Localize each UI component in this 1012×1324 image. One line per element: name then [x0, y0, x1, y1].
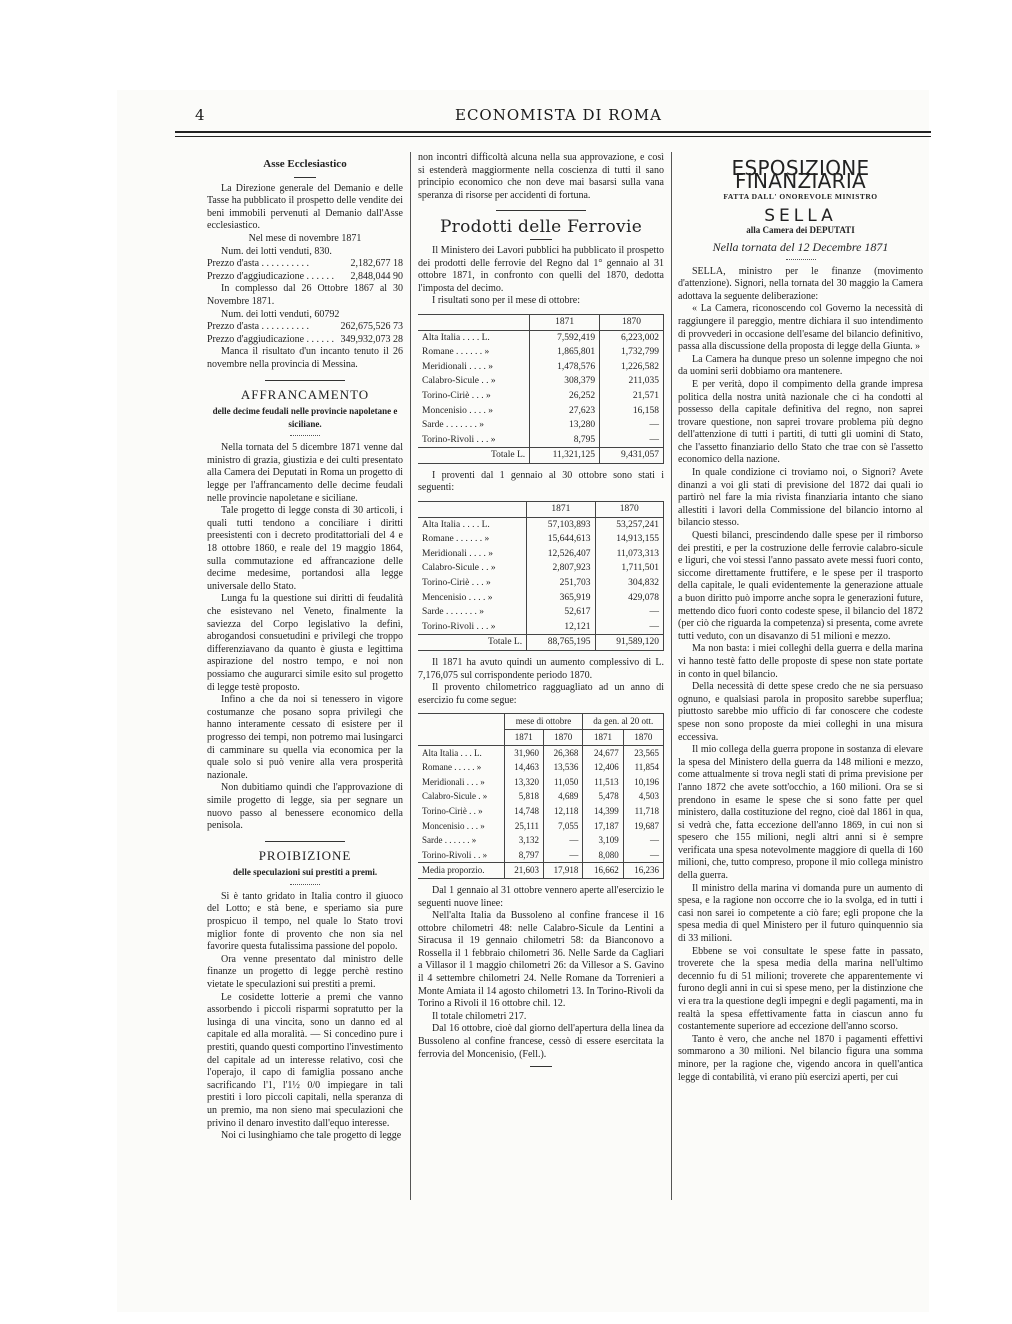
- paragraph: E per verità, dopo il compimento della grande impresa politica della nostra unità nazionale che ci ha condotti al possesso della capitale definitiva del regno, non saprei trovare questione, non saprei trovare problema più degno dell'attenzione di tutti i partiti, di tutti gli uomini di Stato, che l'assetto finanziario dello Stato che trae con sè l'assetto economico della nazione.: [678, 378, 923, 466]
- table-row: [418, 620, 664, 635]
- row-label: Romane . . . . . . »: [418, 345, 530, 360]
- cell-value: 7,055: [544, 819, 583, 834]
- cell-value: 1,226,582: [600, 360, 664, 375]
- row-label: Calabro-Sicule . . »: [418, 374, 530, 389]
- divider: [786, 259, 816, 261]
- paragraph: Dal 16 ottobre, cioè dal giorno dell'apertura della linea da Bussoleno al confine francese, cessò di essere esercitata la ferrovia del Moncenisio, (Fell.).: [418, 1023, 664, 1060]
- paragraph: Dal 1 gennaio al 31 ottobre vennero aperte all'esercizio le seguenti nuove linee:: [418, 884, 664, 909]
- row-label: Torino-Rivoli . . . »: [418, 433, 530, 448]
- divider: [265, 380, 345, 381]
- table-row: [418, 360, 664, 375]
- cell-value: 5,478: [583, 789, 623, 804]
- column-right: [678, 152, 923, 1084]
- cell-value: 8,795: [530, 433, 600, 448]
- paragraph: Nella tornata del 5 dicembre 1871 venne dal ministro di grazia, giustizia e dei culti presentato alla Camera dei Deputati in Roma un progetto di legge per l'affrancamento delle decime feudali nelle provincie napoletane e siciliane.: [207, 442, 403, 504]
- cell-value: 14,913,155: [595, 532, 663, 547]
- paragraph: Il provento chilometrico ragguagliato ad un anno di esercizio fu come segue:: [418, 682, 664, 706]
- minister-name: SELLA: [764, 205, 837, 226]
- row-label: Calabro-Sicule . . »: [418, 561, 527, 576]
- table-row: [418, 745, 664, 760]
- cell-value: 57,103,893: [527, 517, 595, 532]
- paragraph: Il totale chilometri 217.: [432, 1010, 527, 1022]
- table-row: [418, 547, 664, 562]
- divider: [290, 884, 320, 886]
- table-row: [418, 605, 664, 620]
- row-label: Romane . . . . . »: [418, 760, 504, 775]
- row-label: Alta Italia . . . . L.: [418, 330, 530, 345]
- paragraph: Tale progetto di legge consta di 30 articoli, i quali tutti tendono a conciliare i diritti preesistenti con i decreto proditattoriali del 4 e 18 ottobre 1860, e reale del 19 maggio 1864, sulla commutazione ed affrancazione delle decime medesime, portandosi alla legge universale dello Stato.: [207, 505, 403, 592]
- list-item: Prezzo d'aggiudicazione . . . . . . 2,848,044 90: [207, 270, 403, 282]
- table-row: [418, 804, 664, 819]
- cell-value: 6,223,002: [600, 330, 664, 345]
- cell-value: 3,109: [583, 833, 623, 848]
- cell-value: —: [600, 433, 664, 448]
- paragraph: Noi ci lusinghiamo che tale progetto di legge: [221, 1130, 402, 1142]
- cell-value: 304,832: [595, 576, 663, 591]
- cell-value: —: [544, 848, 583, 863]
- divider: [530, 1066, 552, 1067]
- list-item: Prezzo d'aggiudicazione . . . . . . 349,932,073 28: [207, 333, 403, 345]
- cell-value: 11,073,313: [595, 547, 663, 562]
- cell-value: 13,280: [530, 418, 600, 433]
- table-october: 1871 1870 Alta Italia . . . . L. 7,592,419 6,223,002 Romane . . . . . . » 1,865,801 1,732,799 Meridionali . . . . » 1,478,576 1,226,582 Calabro-Sicule . . » 308,379 211,035 Torino-Ciriè . . . » 26,252 21,571 Moncenisio . . . . » 27,623 16,158 Sarde . . . . . . . » 13,280 — Torino-Rivoli . . . » 8,795 — Totale L. 11,321,125 9,431,057: [418, 314, 664, 464]
- divider: [290, 435, 320, 437]
- table-row: [418, 404, 664, 419]
- table-row: [418, 833, 664, 848]
- paragraph: « La Camera, riconoscendo col Governo la necessità di raggiungere il pareggio, mentre dichiara il suo intendimento di provvederi in occasione dell'esame del bilancio definitivo, passa alla discussione della proposta di legge della Giunta. »: [678, 303, 923, 353]
- cell-value: 53,257,241: [595, 517, 663, 532]
- row-label: Torino-Ciriè . . »: [418, 804, 504, 819]
- divider: [496, 210, 586, 211]
- paragraph: Le cosidette lotterie a premi che vanno assorbendo i piccoli risparmi sopratutto per la lusinga di una vincita, sono un danno ed al capitale ed alla moralità. — Si concedino pure i prestiti, quando questi comportino l'investimento del capitale ad un interesse relativo, così che l'operajo, il capo di famiglia possano anche sacrificando l'1, l'1½ 0/0 impiegare in tali prestiti i loro piccoli capitali, nella speranza di un premio, ma non sieno mai speculazioni che privino il denaro investito dall'equo interesse.: [207, 991, 403, 1129]
- row-label: Meridionali . . . »: [418, 775, 504, 790]
- paragraph: Della necessità di dette spese credo che ne sia persuaso ognuno, e qualsiasi parola in proposito sarebbe superflua; piuttosto sarebbe mio ufficio di far conoscere che codeste spese non sono proposte da miei colleghi in una misura eccessiva.: [678, 681, 923, 743]
- paragraph: Il 1871 ha avuto quindi un aumento complessivo di L. 7,176,075 sul corrispondente periodo 1870.: [418, 657, 664, 681]
- cell-value: —: [595, 605, 663, 620]
- row-label: Mencenisio . . . . »: [418, 591, 527, 606]
- row-label: Romane . . . . . . »: [418, 532, 527, 547]
- cell-value: 16,158: [600, 404, 664, 419]
- cell-value: 7,592,419: [530, 330, 600, 345]
- cell-value: 2,807,923: [527, 561, 595, 576]
- cell-value: 26,252: [530, 389, 600, 404]
- table-row: [418, 789, 664, 804]
- row-label: Torino-Rivoli . . . »: [418, 620, 527, 635]
- paragraph: Infino a che da noi si tenessero in vigore costumanze che posano sopra privilegi che hanno interamente cessato di esistere per il progresso dei tempi, non potremo mai lusingarci di camminare su quella via economica per la quale solo si può venire alla vera prosperità nazionale.: [207, 694, 403, 781]
- paragraph: Il mio collega della guerra propone in sostanza di elevare la spesa del Ministero della guerra da 148 milioni e mezzo, come attualmente si trova negli stati di prima previsione per l'anno 1872 che avete sott'occhio, a 160 milioni. Ora se si prendono in esame le spese che si sono fatte per quel ministero, dalla costituzione del regno, cioè dal 1861 in qua, si vedrà che, fatta eccezione dell'anno 1869, in cui non si spesero che 155 milioni, negli altri anni si è sempre verificata una spesa notevolmente maggiore di quella di 160 milioni, che, tutto compreso, propone il mio collega ministro della guerra.: [678, 744, 923, 882]
- column-middle: [418, 152, 664, 1072]
- cell-value: —: [623, 848, 663, 863]
- paragraph: Questi bilanci, prescindendo dalle spese per il rimborso dei prestiti, e per la costruzione delle ferrovie calabro-sicule e liguri, che voi stessi l'anno passato avete messi fuori conto, siccome direttamente fruttifere, e le spese per il trasporto della capitale, le quali evidentemente la generazione attuale a buon diritto può imporre anche sopra le generazioni future, mettendo dico fuori conto codeste spese, il bilancio del 1872 (per ciò che riguarda la competenza) si presenta, come avrete tutti veduto, con un disavanzo di 51 milioni e mezzo.: [678, 530, 923, 642]
- cell-value: 11,718: [623, 804, 663, 819]
- cell-value: 11,050: [544, 775, 583, 790]
- section-title: AFFRANCAMENTO: [240, 386, 370, 402]
- paragraph: Nell'alta Italia da Bussoleno al confine francese il 16 ottobre chilometri 48: nelle Calabro-Sicule da Lentini a Siracusa il 19 gennaio chilometri 58: da Bianconovo a Rossella il 1 febbraio chilometri 36. Nelle Sarde da Cagliari a Villasor il 1 maggio chilometri 26: da Villesor a S. Gavino il 4 settembre chilometri 24. Nelle Romane da Torrenieri a Monte Amiata il 14 agosto chilometri 13. In Torino-Rivoli da Torino a Rivoli il 16 ottobre chil. 12.: [418, 910, 664, 1010]
- cell-value: 10,196: [623, 775, 663, 790]
- cell-value: 211,035: [600, 374, 664, 389]
- cell-value: —: [600, 418, 664, 433]
- paragraph: Ora venne presentato dal ministro delle finanze un progetto di legge perchè restino vietate le speculazioni sui prestiti a premi.: [207, 953, 403, 991]
- cell-value: 4,689: [544, 789, 583, 804]
- session-date: Nella tornata del 12 Decembre 1871: [712, 239, 889, 254]
- running-head: ECONOMISTA DI ROMA: [455, 106, 662, 124]
- cell-value: 251,703: [527, 576, 595, 591]
- table-cumulative: 1871 1870 Alta Italia . . . . L. 57,103,893 53,257,241 Romane . . . . . . » 15,644,613 14,913,155 Meridionali . . . . » 12,526,407 11,073,313 Calabro-Sicule . . » 2,807,923 1,711,501 Torino-Ciriè . . . » 251,703 304,832 Mencenisio . . . . » 365,919 429,078 Sarde . . . . . . . » 52,617 — Torino-Rivoli . . . » 12,121 — Totale L. 88,765,195 91,589,120: [418, 501, 664, 651]
- cell-value: 31,960: [504, 745, 543, 760]
- list-item: Prezzo d'asta . . . . . . . . . . 262,675,526 73: [207, 321, 403, 333]
- table-row: [418, 591, 664, 606]
- row-label: Sarde . . . . . . . »: [418, 605, 527, 620]
- paragraph: Ebbene se voi consultate le spese fatte in passato, troverete che la spesa media della marina nell'ultimo decennio fu di 51 milioni; troverete che apparentemente vi furono degli anni in cui si spese meno, per la distinzione che vi era tra la questione degli impegni e degli pagamenti, ma in realtà la spesa effettivamente fatta in ciascun anno fu costantemente superiore ad eccezione dell'anno scorso.: [678, 945, 923, 1033]
- table-km: mese di ottobre da gen. al 20 ott. 1871 1870 1871 1870 Alta Italia . . . L. 31,960 26,368 24,677 23,565 Romane . . . . . » 14,463 13,536 12,406 11,854 Meridionali . . . » 13,320 11,050 11,513 10,196 Calabro-Sicule . » 5,818 4,689 5,478 4,503 Torino-Ciriè . . » 14,748 12,118 14,399 11,718 Moncenisio . . . » 25,111 7,055 17,187 19,687 Sarde . . . . . . » 3,132 — 3,109 — Torino-Rivoli . . » 8,797 — 8,080 — Media proporzio. 21,603 17,918 16,662 16,236: [418, 713, 664, 879]
- cell-value: 25,111: [504, 819, 543, 834]
- cell-value: 308,379: [530, 374, 600, 389]
- table-row: [418, 345, 664, 360]
- cell-value: 4,503: [623, 789, 663, 804]
- table-row: [418, 517, 664, 532]
- row-label: Sarde . . . . . . »: [418, 833, 504, 848]
- cell-value: 13,536: [544, 760, 583, 775]
- cell-value: 3,132: [504, 833, 543, 848]
- cell-value: 8,080: [583, 848, 623, 863]
- paragraph: I risultati sono per il mese di ottobre:: [432, 295, 581, 307]
- page-number: 4: [195, 106, 205, 124]
- paragraph: SELLA, ministro per le finanze (movimento d'attenzione). Signori, nella tornata del 30 maggio la Camera adottava la seguente deliberazione:: [678, 265, 923, 302]
- cell-value: 14,748: [504, 804, 543, 819]
- cell-value: 1,732,799: [600, 345, 664, 360]
- row-label: Meridionali . . . . »: [418, 360, 530, 375]
- divider: [294, 177, 316, 178]
- section-subtitle: delle decime feudali nelle provincie napoletane e siciliane.: [212, 406, 398, 429]
- paragraph: La Direzione generale del Demanio e delle Tasse ha pubblicato il prospetto delle vendite dei beni immobili pervenuti al Demanio dall'Asse ecclesiastico.: [207, 182, 403, 232]
- table-row: [418, 389, 664, 404]
- column-separator: [671, 152, 672, 1200]
- list-item: Prezzo d'asta . . . . . . . . . . 2,182,677 18: [207, 258, 403, 270]
- divider: [530, 239, 552, 240]
- table-row: [418, 418, 664, 433]
- cell-value: 17,187: [583, 819, 623, 834]
- paragraph: Tanto è vero, che anche nel 1870 i pagamenti effettivi sommarono a 30 milioni. Nel bilancio figura una somma minore, per la ragione che, vigendo ancora in quell'antica legge di contabilità, vi erano più esercizi aperti, per cui: [678, 1033, 923, 1083]
- row-label: Torino-Ciriè . . . »: [418, 576, 527, 591]
- table-row: [418, 848, 664, 863]
- table-row: [418, 532, 664, 547]
- column-separator: [410, 152, 411, 1200]
- paragraph: Nel mese di novembre 1871: [248, 232, 362, 244]
- paragraph: Si è tanto gridato in Italia contro il giuoco del Lotto; e stà bene, e speriamo sia pure prospicuo il tempo, nel quale lo Stato trovi miglior fonte di provento che non sia nel favorire questa futalissima passione del popolo.: [207, 890, 403, 953]
- cell-value: 12,406: [583, 760, 623, 775]
- paragraph: Manca il risultato d'un incanto tenuto il 26 novembre nella provincia di Messina.: [207, 346, 403, 370]
- table-row: [418, 819, 664, 834]
- cell-value: 429,078: [595, 591, 663, 606]
- row-label: Calabro-Sicule . »: [418, 789, 504, 804]
- cell-value: 12,118: [544, 804, 583, 819]
- row-label: Moncenisio . . . »: [418, 819, 504, 834]
- paragraph: Il Ministero dei Lavori pubblici ha pubblicato il prospetto dei prodotti delle ferrovie del Regno dal 1° gennaio al 31 ottobre 1871, in confronto con quelli del 1870, dedotta l'imposta del decimo.: [418, 244, 664, 294]
- section-title: ESPOSIZIONE FINANZIARIA: [731, 156, 870, 193]
- header-rule: [175, 131, 931, 133]
- section-subtitle: FATTA DALL' ONOREVOLE MINISTRO: [723, 192, 878, 202]
- cell-value: 15,644,613: [527, 532, 595, 547]
- cell-value: 26,368: [544, 745, 583, 760]
- cell-value: 14,399: [583, 804, 623, 819]
- divider: [265, 841, 345, 842]
- cell-value: —: [595, 620, 663, 635]
- table-row: [418, 576, 664, 591]
- cell-value: 12,121: [527, 620, 595, 635]
- paragraph: Il ministro della marina vi domanda pure un aumento di spesa, e la ragione non occorre che io la svolga, ed in tutti i casi non sarei io competente a ciò fare; egli propone che la spesa media di quel Ministero per il futuro quinquennio sia di 33 milioni.: [678, 882, 923, 945]
- paragraph: Non dubitiamo quindi che l'approvazione di simile progetto di legge, sia per segnare un nuovo passo al benessere economico della penisola.: [207, 782, 403, 832]
- cell-value: 8,797: [504, 848, 543, 863]
- cell-value: 52,617: [527, 605, 595, 620]
- paragraph: Num. dei lotti venduti, 830.: [221, 245, 332, 257]
- cell-value: 1,711,501: [595, 561, 663, 576]
- cell-value: —: [623, 833, 663, 848]
- header-rule-thin: [175, 136, 931, 137]
- cell-value: 13,320: [504, 775, 543, 790]
- table-row: [418, 330, 664, 345]
- section-title: Asse Ecclesiastico: [263, 158, 347, 170]
- cell-value: 1,865,801: [530, 345, 600, 360]
- row-label: Alta Italia . . . . L.: [418, 517, 527, 532]
- row-label: Alta Italia . . . L.: [418, 745, 504, 760]
- table-row: [418, 561, 664, 576]
- paragraph: Num. dei lotti venduti, 60792: [221, 308, 340, 320]
- table-row: [418, 374, 664, 389]
- cell-value: 11,513: [583, 775, 623, 790]
- cell-value: —: [544, 833, 583, 848]
- row-label: Torino-Rivoli . . »: [418, 848, 504, 863]
- section-subtitle: alla Camera dei DEPUTATI: [746, 225, 855, 236]
- cell-value: 14,463: [504, 760, 543, 775]
- cell-value: 24,677: [583, 745, 623, 760]
- row-label: Torino-Ciriè . . . »: [418, 389, 530, 404]
- cell-value: 365,919: [527, 591, 595, 606]
- cell-value: 19,687: [623, 819, 663, 834]
- cell-value: 12,526,407: [527, 547, 595, 562]
- paragraph: Lunga fu la questione sui diritti di feudalità che esistevano nel Veneto, finalmente la saviezza del Corpo legislativo la definì, abrogandosi consuetudini e privilegi che troppo differenziavano da quanto è giusta e legittima aspirazione del nostro tempo, e noi non possiamo che augurarci simile esito sul progetto di legge testè proposto.: [207, 593, 403, 693]
- cell-value: 23,565: [623, 745, 663, 760]
- cell-value: 27,623: [530, 404, 600, 419]
- cell-value: 5,818: [504, 789, 543, 804]
- section-title: Prodotti delle Ferrovie: [439, 217, 643, 238]
- row-label: Sarde . . . . . . . »: [418, 418, 530, 433]
- row-label: Moncenisio . . . . »: [418, 404, 530, 419]
- paragraph: I proventi dal 1 gennaio al 30 ottobre sono stati i seguenti:: [418, 469, 664, 494]
- paragraph: In quale condizione ci troviamo noi, o Signori? Avete dinanzi a voi gli stati di previsione del 1872 dai quali io partirò nel fare la mia rivista finanziaria intanto che siano allestiti i lavori della Commissione del bilancio intorno al bilancio stesso.: [678, 467, 923, 529]
- row-label: Meridionali . . . . »: [418, 547, 527, 562]
- table-row: [418, 760, 664, 775]
- paragraph: Ma non basta: i miei colleghi della guerra e della marina vi hanno testè fatto delle proposte di spese non state portate in conto in quel bilancio.: [678, 643, 923, 680]
- paragraph: In complesso dal 26 Ottobre 1867 al 30 Novembre 1871.: [207, 283, 403, 307]
- table-row: [418, 433, 664, 448]
- cell-value: 21,571: [600, 389, 664, 404]
- table-row: [418, 775, 664, 790]
- column-left: [207, 152, 403, 1143]
- section-subtitle: delle speculazioni sui prestiti a premi.: [232, 867, 378, 878]
- paragraph: non incontri difficoltà alcuna nella sua approvazione, e così si estenderà maggiormente nella coscienza di tutti il sano principio economico che non deve mai basarsi sulla vana speranza di risorse per accidenti di fortuna.: [418, 152, 664, 201]
- cell-value: 11,854: [623, 760, 663, 775]
- cell-value: 1,478,576: [530, 360, 600, 375]
- paragraph: La Camera ha dunque preso un solenne impegno che noi da uomini serii dobbiamo ora mantenere.: [678, 353, 923, 378]
- section-title: PROIBIZIONE: [258, 847, 352, 863]
